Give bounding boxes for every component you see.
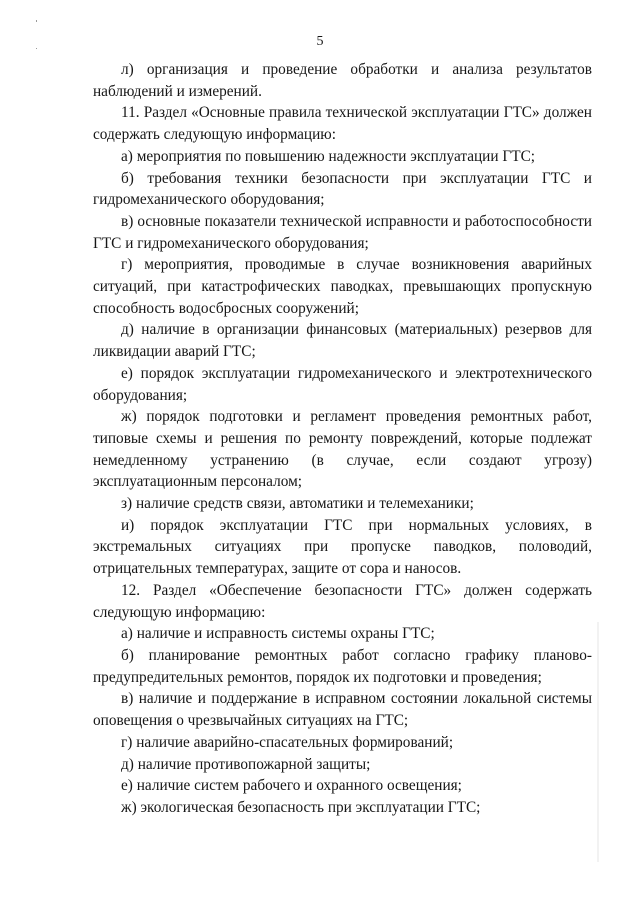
paragraph-section-12-heading: 12. Раздел «Обеспечение безопасности ГТС» должен содержать следующую информацию: [93, 581, 592, 621]
paragraph-11-z: з) наличие средств связи, автоматики и телемеханики; [121, 495, 474, 513]
paragraph-11-a: а) мероприятия по повышению надежности эксплуатации ГТС; [121, 147, 536, 165]
paragraph-l-observation-analysis: л) организация и проведение обработки и анализа результатов наблюдений и измерений. [93, 61, 592, 100]
paragraph-12-zh: ж) экологическая безопасность при эксплуатации ГТС; [121, 798, 481, 816]
paragraph-11-zh: ж) порядок подготовки и регламент проведения ремонтных работ, типовые схемы и решения по ремонту повреждений, которые подлежат немедленному устранению (в случае, если создают угрозу) эксплуатационным персоналом; [93, 408, 592, 491]
paragraph-11-i: и) порядок эксплуатации ГТС при нормальных условиях, в экстремальных ситуациях при пропуске паводков, половодий, отрицательных температурах, защите от сора и наносов. [93, 516, 592, 578]
paragraph-12-e: е) наличие систем рабочего и охранного освещения; [121, 777, 462, 795]
paragraph-12-b: б) планирование ремонтных работ согласно графику планово-предупредительных ремонтов, порядок их подготовки и проведения; [93, 646, 592, 686]
scan-artifact [36, 20, 37, 22]
paragraph-12-g: г) наличие аварийно-спасательных формирований; [121, 733, 454, 751]
paragraph-11-v: в) основные показатели технической исправности и работоспособности ГТС и гидромеханического оборудования; [93, 212, 592, 252]
paragraph-11-g: г) мероприятия, проводимые в случае возникновения аварийных ситуаций, при катастрофических паводках, превышающих пропускную способность водосбросных сооружений; [93, 256, 592, 317]
paragraph-12-v: в) наличие и поддержание в исправном состоянии локальной системы оповещения о чрезвычайных ситуациях на ГТС; [93, 690, 592, 730]
paragraph-11-e: е) порядок эксплуатации гидромеханического и электротехнического оборудования; [93, 364, 592, 404]
paragraph-11-d: д) наличие в организации финансовых (материальных) резервов для ликвидации аварий ГТС; [93, 321, 592, 361]
document-body [93, 59, 592, 819]
paragraph-11-b: б) требования техники безопасности при эксплуатации ГТС и гидромеханического оборудования; [93, 169, 592, 209]
paragraph-12-a: а) наличие и исправность системы охраны ГТС; [121, 625, 435, 643]
paragraph-12-d: д) наличие противопожарной защиты; [121, 755, 371, 773]
page-number: 5 [316, 34, 324, 49]
scan-artifact [597, 622, 599, 862]
paragraph-section-11-heading: 11. Раздел «Основные правила технической эксплуатации ГТС» должен содержать следующую информацию: [93, 104, 592, 144]
